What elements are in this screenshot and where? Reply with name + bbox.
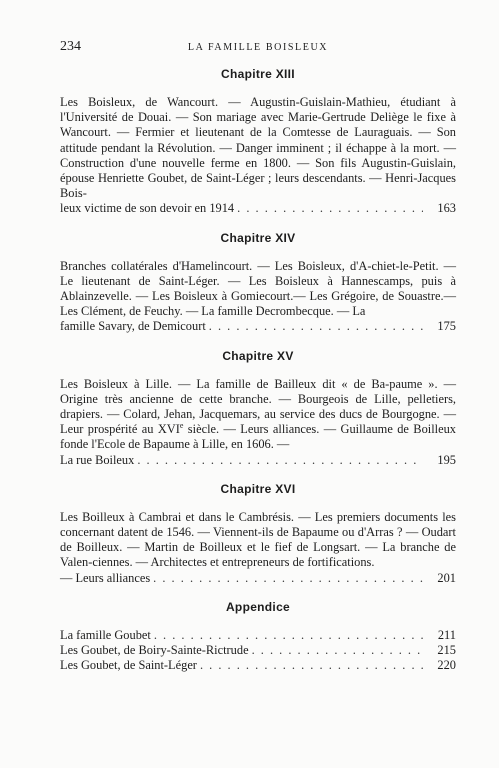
summary-last-text: leux victime de son devoir en 1914 (60, 201, 235, 216)
page-ref: 211 (437, 627, 456, 642)
dot-leader (209, 319, 423, 334)
chapter-title: Chapitre XIV (220, 230, 296, 245)
summary-text: Les Boisleux, de Wancourt. — Augustin-Guislain-Mathieu, étudiant à l'Université de Douai. — Son mariage avec Marie-Gertrude Deliège le fixe à Wancourt. — Fermier et lieutenant de la Comtesse de Lauraguais. — Son attitude pendant la Révolution. — Danger imminent ; il échappe à la mort. — Construction d'une nouvelle ferme en 1800. — Son fils Augustin-Guislain, épouse Henriette Goubet, de Saint-Léger ; leurs descendants. — Henri-Jacques Bois- (60, 95, 456, 201)
dot-leader (137, 453, 423, 468)
toc-appendix (60, 599, 456, 674)
toc-entry-chapitre-xv (60, 348, 456, 468)
page-ref: 175 (437, 319, 456, 334)
page-number: 234 (60, 39, 81, 54)
summary-last-text: La rue Boileux (60, 452, 135, 467)
chapter-title: Chapitre XVI (220, 481, 296, 496)
page-header (60, 39, 456, 55)
summary-text: Branches collatérales d'Hamelincourt. — Les Boisleux, d'A-chiet-le-Petit. — Le lieutenant de Saint-Léger. — Les Boisleux à Hannescamps, puis à Ablainzevelle. — Les Boisleux à Gomiecourt.— Les Grégoire, de Souastre.— Les Clément, de Feuchy. — La famille Decrombecque. — La (60, 258, 456, 319)
chapter-title: Chapitre XV (222, 348, 294, 363)
toc-entry-chapitre-xiii (60, 66, 456, 217)
appendix-item-label: Les Goubet, de Boiry-Sainte-Rictrude (60, 643, 249, 658)
chapter-summary (60, 259, 456, 335)
chapter-summary (60, 377, 456, 468)
superscript-e: e (179, 421, 184, 431)
appendix-item (60, 628, 456, 643)
page-ref: 215 (437, 643, 456, 658)
toc-entry-chapitre-xvi (60, 481, 456, 586)
dot-leader (237, 201, 423, 216)
page-ref: 163 (437, 201, 456, 216)
summary-last-line (60, 201, 456, 216)
dot-leader (252, 643, 423, 658)
dot-leader (153, 571, 423, 586)
summary-last-line (60, 571, 456, 586)
summary-text: Les Boisleux à Lille. — La famille de Bailleux dit « de Ba-paume ». — Origine très ancienne de cette branche. — Bourgeois de Lille, pelletiers, drapiers. — Colard, Jehan, Jacquemars, au service des ducs de Bourgogne. — Leur prospérité au XVI (60, 376, 456, 437)
summary-text: Les Boilleux à Cambrai et dans le Cambrésis. — Les premiers documents les concernant datent de 1546. — Viennent-ils de Bapaume ou d'Arras ? — Oudart de Boilleux. — Martin de Boilleux et le fief de Longsart. — La branche de Valen-ciennes. — Architectes et entrepreneurs de fortifications. (60, 509, 456, 570)
appendix-item-label: La famille Goubet (60, 627, 151, 642)
page-ref: 220 (437, 658, 456, 673)
summary-last-line (60, 319, 456, 334)
appendix-item (60, 658, 456, 673)
page-ref: 195 (437, 452, 456, 467)
page-ref: 201 (437, 570, 456, 585)
summary-last-text: — Leurs alliances (60, 570, 151, 585)
chapter-summary (60, 95, 456, 217)
running-title: LA FAMILLE BOISLEUX (187, 42, 329, 53)
summary-text-cont: siècle. — Leurs alliances. — Guillaume de Boilleux fonde l'Ecole de Bapaume à Lille, en 1606. — (60, 422, 456, 452)
appendix-item (60, 643, 456, 658)
toc-entry-chapitre-xiv (60, 230, 456, 335)
summary-last-line (60, 453, 456, 468)
summary-last-text: famille Savary, de Demicourt (60, 319, 206, 334)
dot-leader (200, 658, 423, 673)
appendix-item-label: Les Goubet, de Saint-Léger (60, 658, 197, 673)
dot-leader (154, 628, 423, 643)
chapter-summary (60, 510, 456, 586)
appendix-title: Appendice (225, 599, 291, 614)
chapter-title: Chapitre XIII (221, 67, 295, 81)
appendix-list (60, 628, 456, 674)
table-of-contents (60, 66, 456, 686)
